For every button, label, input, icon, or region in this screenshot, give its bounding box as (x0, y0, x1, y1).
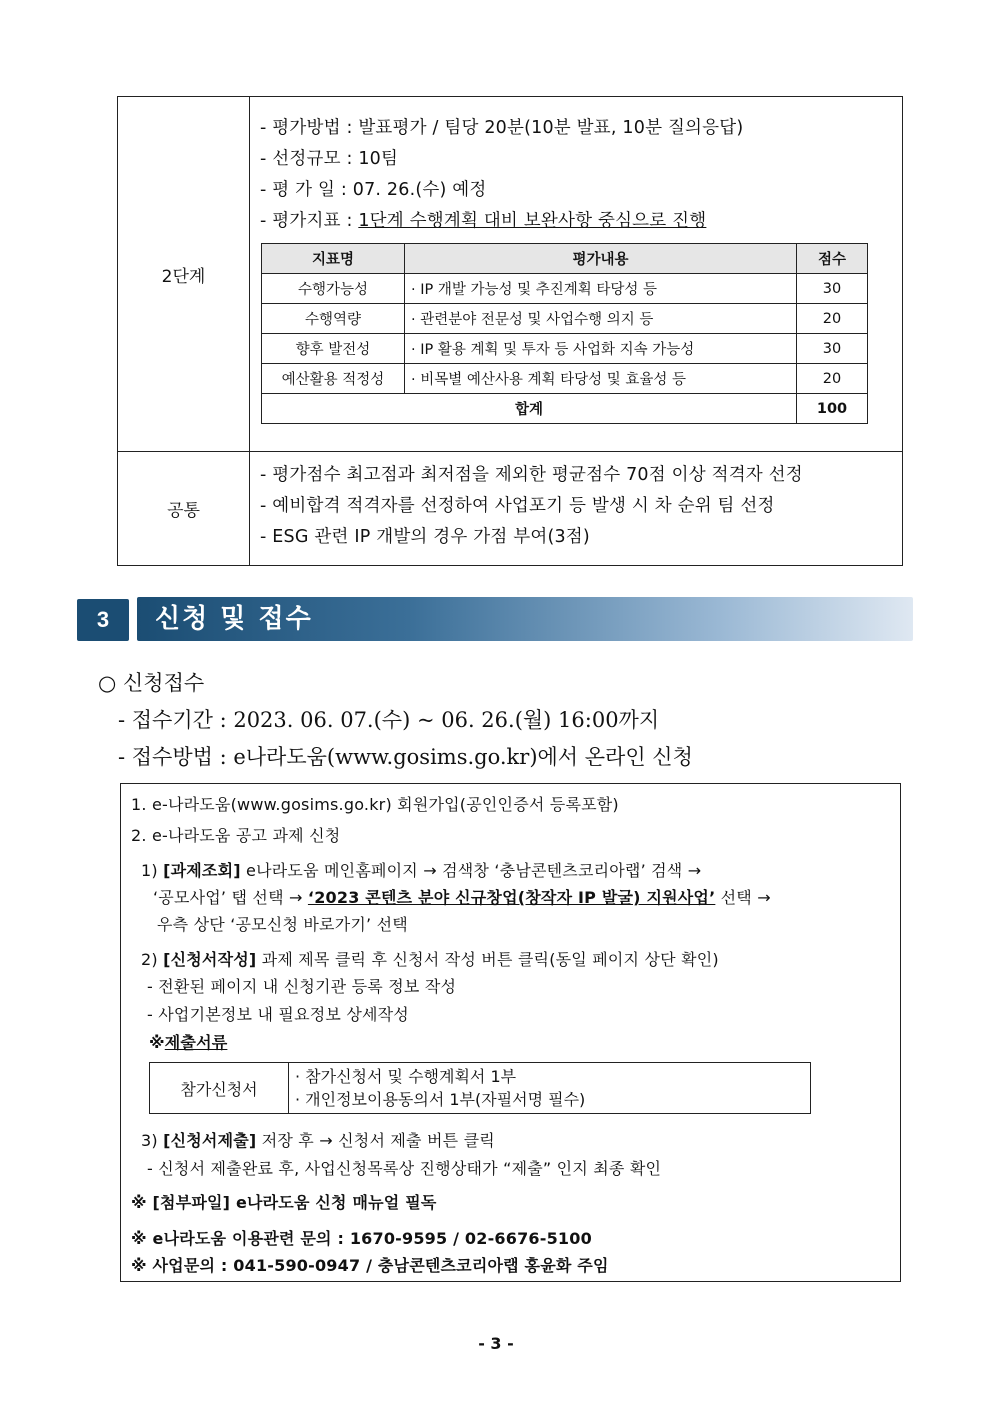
note-attachment: ※ [첨부파일] e나라도움 신청 매뉴얼 필독 (131, 1193, 437, 1212)
criteria-name: 예산활용 적정성 (262, 364, 405, 394)
criteria-row (262, 364, 868, 394)
criteria-score: 20 (797, 364, 868, 394)
common-line: - 평가점수 최고점과 최저점을 제외한 평균점수 70점 이상 적격자 선정 (260, 465, 803, 485)
criteria-name: 향후 발전성 (262, 334, 405, 364)
substep-2-text: 과제 제목 클릭 후 신청서 작성 버튼 클릭(동일 페이지 상단 확인) (256, 950, 719, 969)
criteria-row (262, 274, 868, 304)
note-mark: ※ (149, 1033, 165, 1052)
stage2-line-date: - 평 가 일 : 07. 26.(수) 예정 (260, 180, 487, 200)
criteria-score: 20 (797, 304, 868, 334)
criteria-total-score: 100 (797, 394, 868, 424)
documents-row (150, 1063, 811, 1114)
substep-3-text: 저장 후 → 신청서 제출 버튼 클릭 (256, 1131, 495, 1150)
criteria-score: 30 (797, 274, 868, 304)
substep-2-detail-1: - 전환된 페이지 내 신청기관 등록 정보 작성 (147, 977, 457, 996)
application-method: - 접수방법 : e나라도움(www.gosims.go.kr)에서 온라인 신청 (118, 745, 693, 769)
note-business-contact: ※ 사업문의 : 041-590-0947 / 충남콘텐츠코리아랩 홍윤화 주임 (131, 1256, 609, 1275)
criteria-name: 수행가능성 (262, 274, 405, 304)
substep-2-num: 2) (141, 950, 164, 969)
criteria-content: · IP 개발 가능성 및 추진계획 타당성 등 (405, 274, 797, 304)
common-content (250, 452, 903, 566)
stage2-row (118, 97, 903, 452)
evaluation-table (117, 96, 903, 566)
common-line: - 예비합격 적격자를 선정하여 사업포기 등 발생 시 차 순위 팀 선정 (260, 496, 775, 516)
stage2-line-method: - 평가방법 : 발표평가 / 팀당 20분(10분 발표, 10분 질의응답) (260, 118, 744, 138)
stage2-content (250, 97, 903, 452)
substep-1 (141, 858, 701, 881)
criteria-total-label: 합계 (262, 394, 797, 424)
documents-table (149, 1062, 811, 1114)
program-name: ‘2023 콘텐츠 분야 신규창업(창작자 IP 발굴) 지원사업’ (307, 888, 716, 907)
substep-3-title: [신청서제출] (163, 1131, 257, 1150)
section-title: 신청 및 접수 (155, 604, 313, 634)
application-heading: ○ 신청접수 (98, 671, 205, 695)
substep-1-num: 1) (141, 861, 164, 880)
common-line: - ESG 관련 IP 개발의 경우 가점 부여(3점) (260, 527, 590, 547)
stage2-line-scale: - 선정규모 : 10팀 (260, 149, 399, 169)
step-2: 2. e-나라도움 공고 과제 신청 (131, 826, 341, 845)
section-number: 3 (77, 599, 129, 641)
criteria-header-content: 평가내용 (405, 244, 797, 274)
criteria-row (262, 304, 868, 334)
criteria-content: · 비목별 예산사용 계획 타당성 및 효율성 등 (405, 364, 797, 394)
common-row (118, 452, 903, 566)
document-item: · 개인정보이용동의서 1부(자필서명 필수) (295, 1090, 586, 1109)
criteria-header-score: 점수 (797, 244, 868, 274)
criteria-name: 수행역량 (262, 304, 405, 334)
substep-1-line2 (153, 885, 771, 908)
substep-2 (141, 947, 719, 970)
documents-key: 참가신청서 (150, 1063, 289, 1114)
document-item: · 참가신청서 및 수행계획서 1부 (295, 1067, 517, 1086)
criteria-content: · 관련분야 전문성 및 사업수행 의지 등 (405, 304, 797, 334)
criteria-content: · IP 활용 계획 및 투자 등 사업화 지속 가능성 (405, 334, 797, 364)
criteria-table (261, 243, 868, 424)
application-period: - 접수기간 : 2023. 06. 07.(수) ~ 06. 26.(월) 16:00까지 (118, 708, 660, 732)
stage2-line-indicator (260, 206, 894, 237)
stage2-label: 2단계 (118, 97, 250, 452)
indicator-prefix: - 평가지표 : (260, 211, 359, 231)
criteria-row (262, 334, 868, 364)
criteria-total-row (262, 394, 868, 424)
section-header (77, 597, 913, 641)
section-title-bar (137, 597, 913, 641)
substep-1-line3: 우측 상단 ‘공모신청 바로가기’ 선택 (157, 915, 408, 934)
instructions-box (120, 783, 901, 1282)
criteria-header-row (262, 244, 868, 274)
required-documents-title: 제출서류 (164, 1033, 228, 1052)
documents-values (289, 1063, 811, 1114)
required-documents-label (149, 1030, 227, 1053)
substep-3-detail: - 신청서 제출완료 후, 사업신청목록상 진행상태가 “제출” 인지 최종 확인 (147, 1159, 662, 1178)
substep-1-text: e나라도움 메인홈페이지 → 검색창 ‘충남콘텐츠코리아랩’ 검색 → (240, 861, 702, 880)
page-number: - 3 - (478, 1334, 514, 1353)
note-support-contact: ※ e나라도움 이용관련 문의 : 1670-9595 / 02-6676-5100 (131, 1229, 592, 1248)
step-1: 1. e-나라도움(www.gosims.go.kr) 회원가입(공인인증서 등록포함) (131, 795, 619, 814)
indicator-text: 1단계 수행계획 대비 보완사항 중심으로 진행 (358, 211, 707, 231)
criteria-header-name: 지표명 (262, 244, 405, 274)
criteria-score: 30 (797, 334, 868, 364)
common-label: 공통 (118, 452, 250, 566)
substep-3 (141, 1128, 495, 1151)
substep-1-line2-pre: ‘공모사업’ 탭 선택 → (153, 888, 308, 907)
substep-1-line2-post: 선택 → (715, 888, 771, 907)
substep-2-title: [신청서작성] (163, 950, 257, 969)
substep-3-num: 3) (141, 1131, 164, 1150)
substep-2-detail-2: - 사업기본정보 내 필요정보 상세작성 (147, 1005, 409, 1024)
substep-1-title: [과제조회] (163, 861, 241, 880)
